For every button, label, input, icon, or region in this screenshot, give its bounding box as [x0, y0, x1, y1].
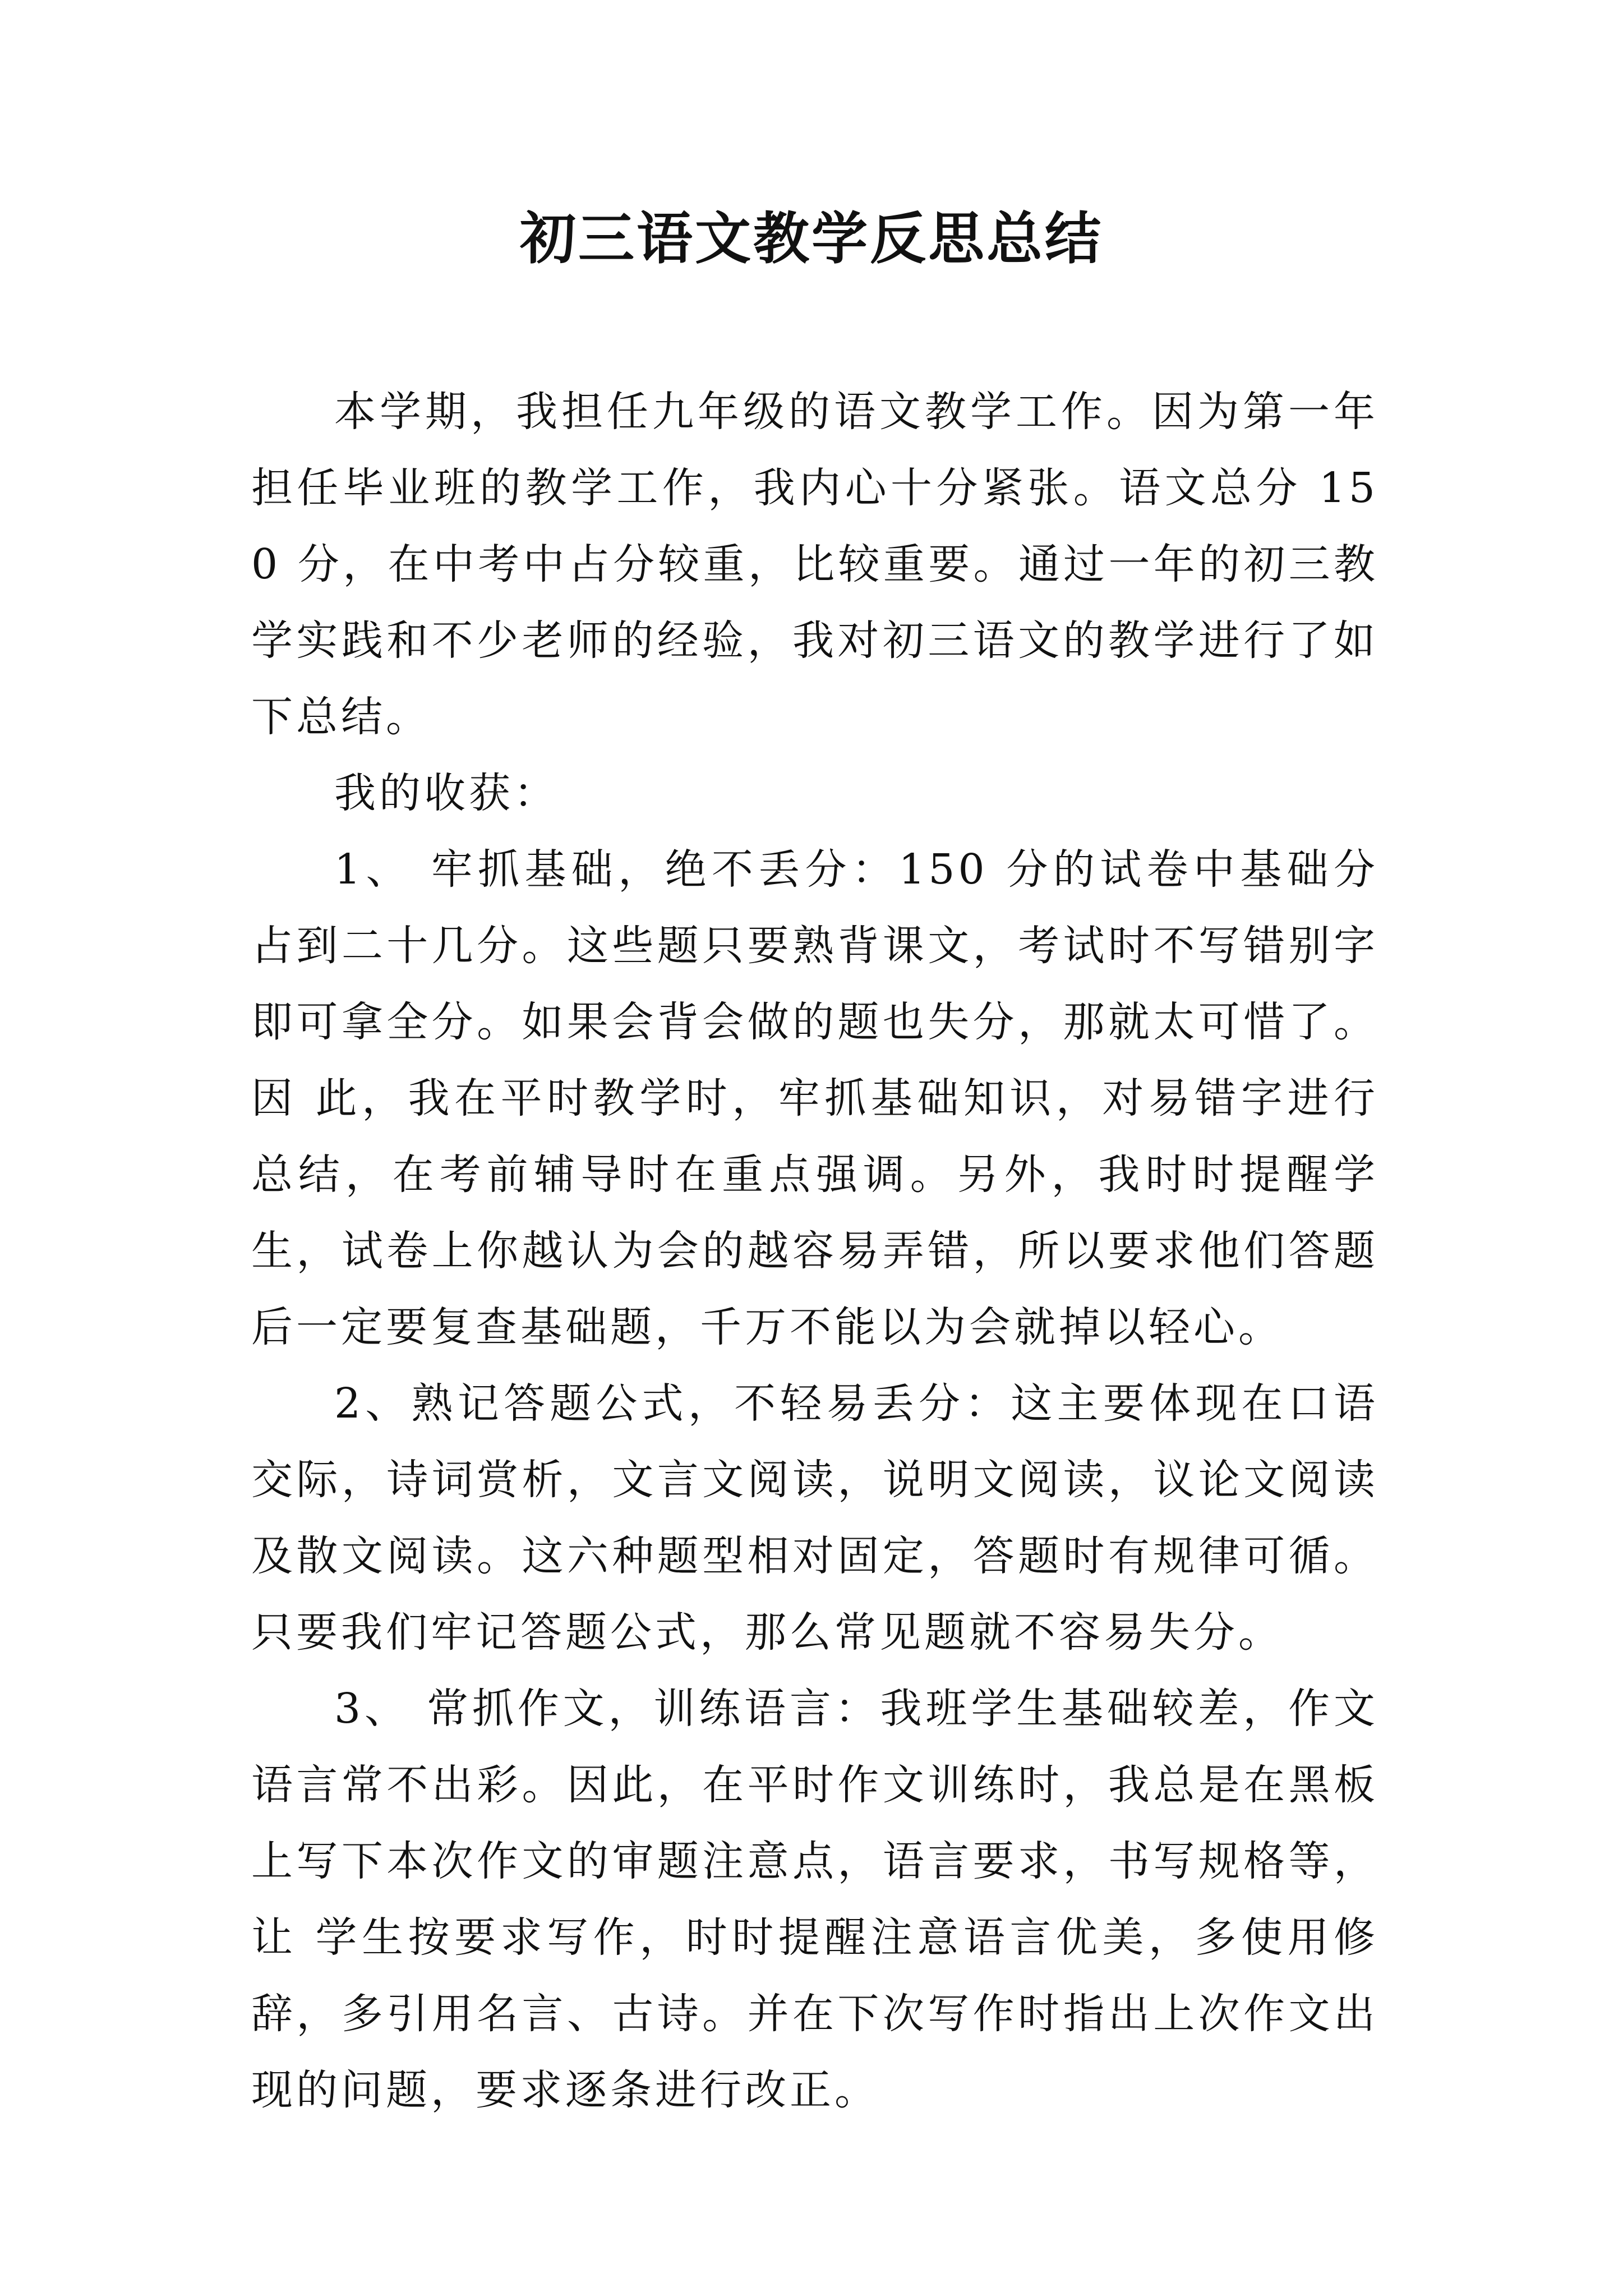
- paragraph-intro: 本学期，我担任九年级的语文教学工作。因为第一年担任毕业班的教学工作，我内心十分紧张。语文总分 150 分，在中考中占分较重，比较重要。通过一年的初三教学实践和不少老师的经验，我对初三语文的教学进行了如下总结。: [251, 388, 1378, 741]
- paragraph-point-1: 1、 牢抓基础，绝不丢分：150 分的试卷中基础分占到二十几分。这些题只要熟背课文，考试时不写错别字即可拿全分。如果会背会做的题也失分，那就太可惜了。因 此，我在平时教学时，牢抓基础知识，对易错字进行总结，在考前辅导时在重点强调。另外，我时时提醒学生，试卷上你越认为会的越容易弄错，所以要求他们答题 后一定要复查基础题，千万不能以为会就掉以轻心。: [251, 845, 1378, 1351]
- paragraph-point-3: 3、 常抓作文，训练语言：我班学生基础较差，作文语言常不出彩。因此，在平时作文训练时，我总是在黑板上写下本次作文的审题注意点，语言要求，书写规格等，让 学生按要求写作，时时提醒注意语言优美，多使用修辞，多引用名言、古诗。并在下次写作时指出上次作文出现的问题，要求逐条进行改正。: [251, 1685, 1378, 2114]
- document-body: [251, 374, 1378, 2128]
- document-title: 初三语文教学反思总结: [520, 205, 1103, 272]
- paragraph-point-2: 2、熟记答题公式，不轻易丢分：这主要体现在口语交际，诗词赏析，文言文阅读，说明文阅读，议论文阅读及散文阅读。这六种题型相对固定，答题时有规律可循。只要我们牢记答题公式，那么常见题就不容易失分。: [251, 1379, 1378, 1657]
- paragraph-harvest-heading: 我的收获：: [334, 769, 559, 817]
